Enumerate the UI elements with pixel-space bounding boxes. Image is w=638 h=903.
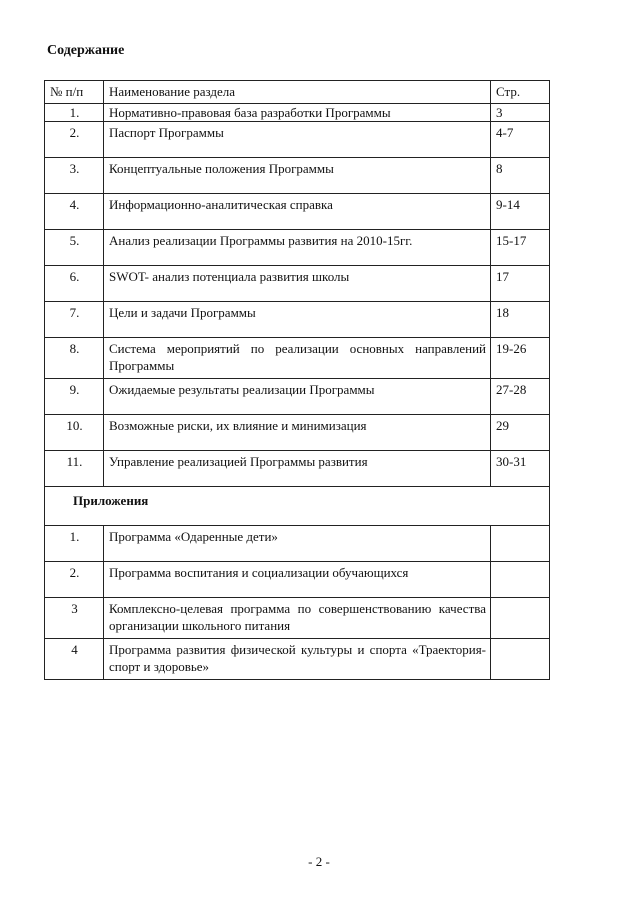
column-header-page: Стр. [491, 81, 550, 104]
table-row [45, 639, 550, 680]
row-title: Система мероприятий по реализации основных направлений Программы [104, 338, 491, 379]
row-number: 4. [45, 194, 104, 230]
table-row [45, 598, 550, 639]
row-title: Программа «Одаренные дети» [104, 526, 491, 562]
row-number: 7. [45, 302, 104, 338]
column-header-num: № п/п [45, 81, 104, 104]
page-number: - 2 - [308, 854, 330, 869]
row-page: 9-14 [491, 194, 550, 230]
row-page: 30-31 [491, 451, 550, 487]
row-page [491, 562, 550, 598]
row-number: 1. [45, 104, 104, 122]
table-row [45, 338, 550, 379]
table-row [45, 266, 550, 302]
row-page: 17 [491, 266, 550, 302]
page-title: Содержание [47, 43, 125, 58]
row-title: Комплексно-целевая программа по совершенствованию качества организации школьного питания [104, 598, 491, 639]
row-number: 1. [45, 526, 104, 562]
row-page [491, 598, 550, 639]
row-title: Программа воспитания и социализации обучающихся [104, 562, 491, 598]
column-header-name: Наименование раздела [104, 81, 491, 104]
row-page: 8 [491, 158, 550, 194]
row-number: 10. [45, 415, 104, 451]
row-number: 4 [45, 639, 104, 680]
row-title: SWOT- анализ потенциала развития школы [104, 266, 491, 302]
row-title: Возможные риски, их влияние и минимизация [104, 415, 491, 451]
row-title: Программа развития физической культуры и спорта «Траектория-спорт и здоровье» [104, 639, 491, 680]
row-number: 9. [45, 379, 104, 415]
row-title: Нормативно-правовая база разработки Программы [104, 104, 491, 122]
row-title: Анализ реализации Программы развития на 2010-15гг. [104, 230, 491, 266]
row-page [491, 526, 550, 562]
row-page: 3 [491, 104, 550, 122]
row-number: 11. [45, 451, 104, 487]
row-page: 4-7 [491, 122, 550, 158]
row-number: 2. [45, 122, 104, 158]
appendix-title: Приложения [45, 487, 550, 526]
row-title: Ожидаемые результаты реализации Программы [104, 379, 491, 415]
row-title: Цели и задачи Программы [104, 302, 491, 338]
row-page: 15-17 [491, 230, 550, 266]
table-row [45, 526, 550, 562]
row-page: 19-26 [491, 338, 550, 379]
table-row [45, 122, 550, 158]
row-page: 29 [491, 415, 550, 451]
row-page [491, 639, 550, 680]
contents-table [44, 80, 550, 680]
table-row [45, 104, 550, 122]
row-number: 6. [45, 266, 104, 302]
table-row [45, 158, 550, 194]
row-number: 5. [45, 230, 104, 266]
table-row [45, 451, 550, 487]
row-page: 27-28 [491, 379, 550, 415]
row-title: Паспорт Программы [104, 122, 491, 158]
row-title: Концептуальные положения Программы [104, 158, 491, 194]
row-title: Управление реализацией Программы развития [104, 451, 491, 487]
appendix-section-row [45, 487, 550, 526]
row-number: 2. [45, 562, 104, 598]
table-row [45, 230, 550, 266]
row-title: Информационно-аналитическая справка [104, 194, 491, 230]
table-row [45, 379, 550, 415]
row-page: 18 [491, 302, 550, 338]
row-number: 3. [45, 158, 104, 194]
table-row [45, 194, 550, 230]
row-number: 8. [45, 338, 104, 379]
table-row [45, 415, 550, 451]
table-row [45, 302, 550, 338]
row-number: 3 [45, 598, 104, 639]
table-header-row [45, 81, 550, 104]
table-row [45, 562, 550, 598]
